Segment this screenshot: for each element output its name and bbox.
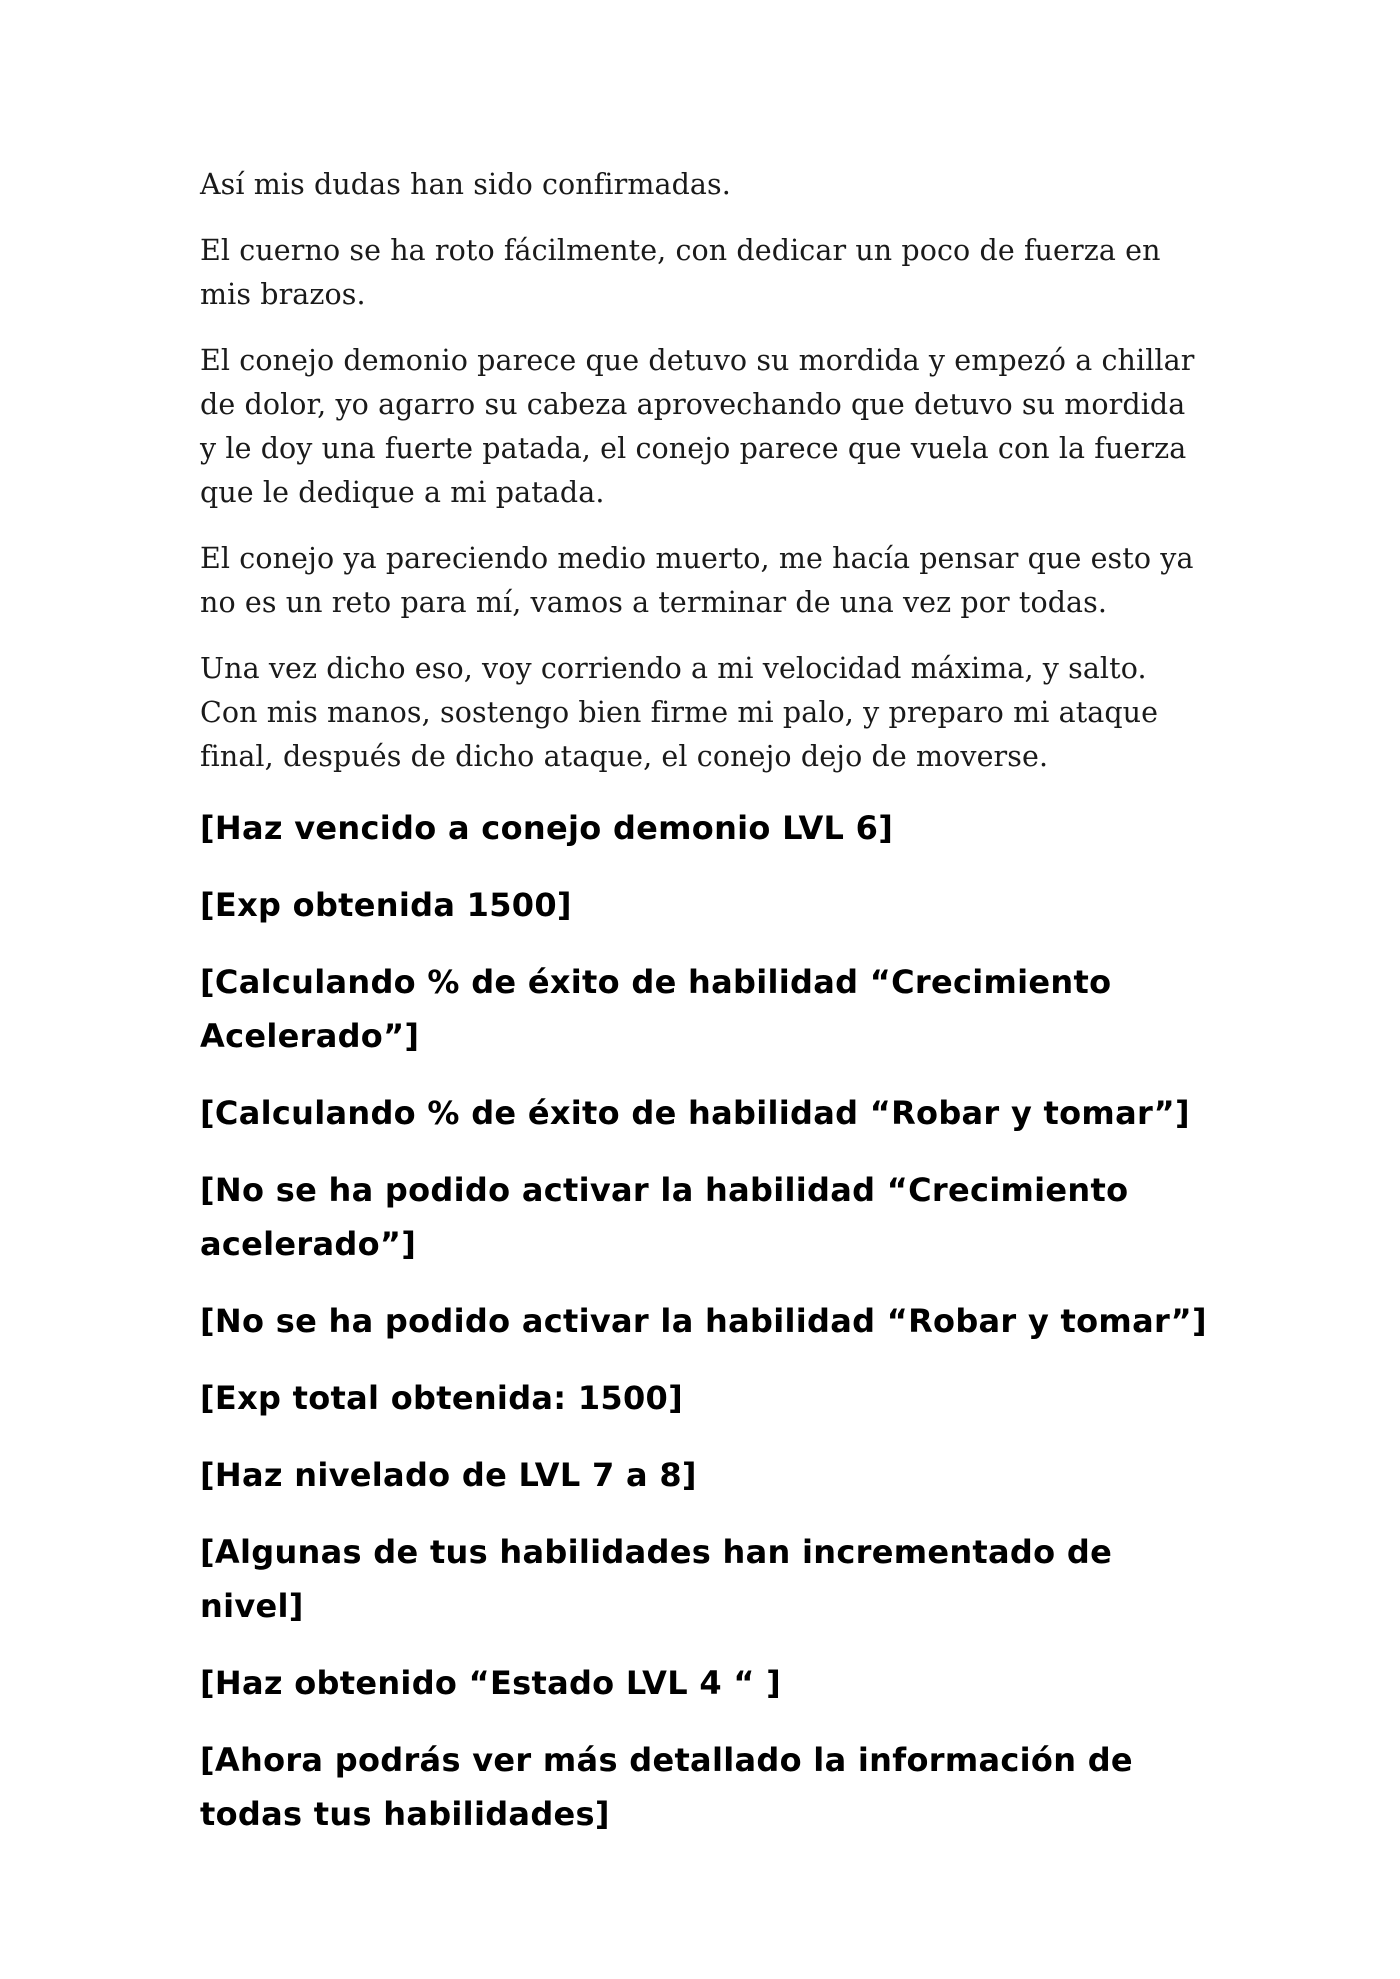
story-paragraph: Una vez dicho eso, voy corriendo a mi velocidad máxima, y salto. Con mis manos, sostengo bien firme mi palo, y preparo mi ataque final, después de dicho ataque, el conejo dejo de moverse. <box>200 652 1159 773</box>
system-message: [No se ha podido activar la habilidad “Crecimiento acelerado”] <box>200 1171 1129 1263</box>
system-message: [Exp total obtenida: 1500] <box>200 1379 684 1417</box>
system-message: [No se ha podido activar la habilidad “Robar y tomar”] <box>200 1302 1207 1340</box>
story-paragraph: Así mis dudas han sido confirmadas. <box>200 168 731 201</box>
story-paragraph: El cuerno se ha roto fácilmente, con dedicar un poco de fuerza en mis brazos. <box>200 234 1161 311</box>
system-messages <box>200 801 1210 1841</box>
page-content <box>200 163 1210 1864</box>
story-paragraph: El conejo ya pareciendo medio muerto, me hacía pensar que esto ya no es un reto para mí, vamos a terminar de una vez por todas. <box>200 542 1194 619</box>
system-message: [Calculando % de éxito de habilidad “Crecimiento Acelerado”] <box>200 963 1112 1055</box>
system-message: [Haz obtenido “Estado LVL 4 “ ] <box>200 1664 782 1702</box>
system-message: [Ahora podrás ver más detallado la información de todas tus habilidades] <box>200 1741 1133 1833</box>
system-message: [Haz nivelado de LVL 7 a 8] <box>200 1456 697 1494</box>
system-message: [Calculando % de éxito de habilidad “Robar y tomar”] <box>200 1094 1190 1132</box>
system-message: [Haz vencido a conejo demonio LVL 6] <box>200 809 894 847</box>
system-message: [Exp obtenida 1500] <box>200 886 572 924</box>
story-paragraph: El conejo demonio parece que detuvo su mordida y empezó a chillar de dolor, yo agarro su cabeza aprovechando que detuvo su mordida y le doy una fuerte patada, el conejo parece que vuela con la fuerza que le dedique a mi patada. <box>200 344 1195 509</box>
system-message: [Algunas de tus habilidades han incrementado de nivel] <box>200 1533 1113 1625</box>
